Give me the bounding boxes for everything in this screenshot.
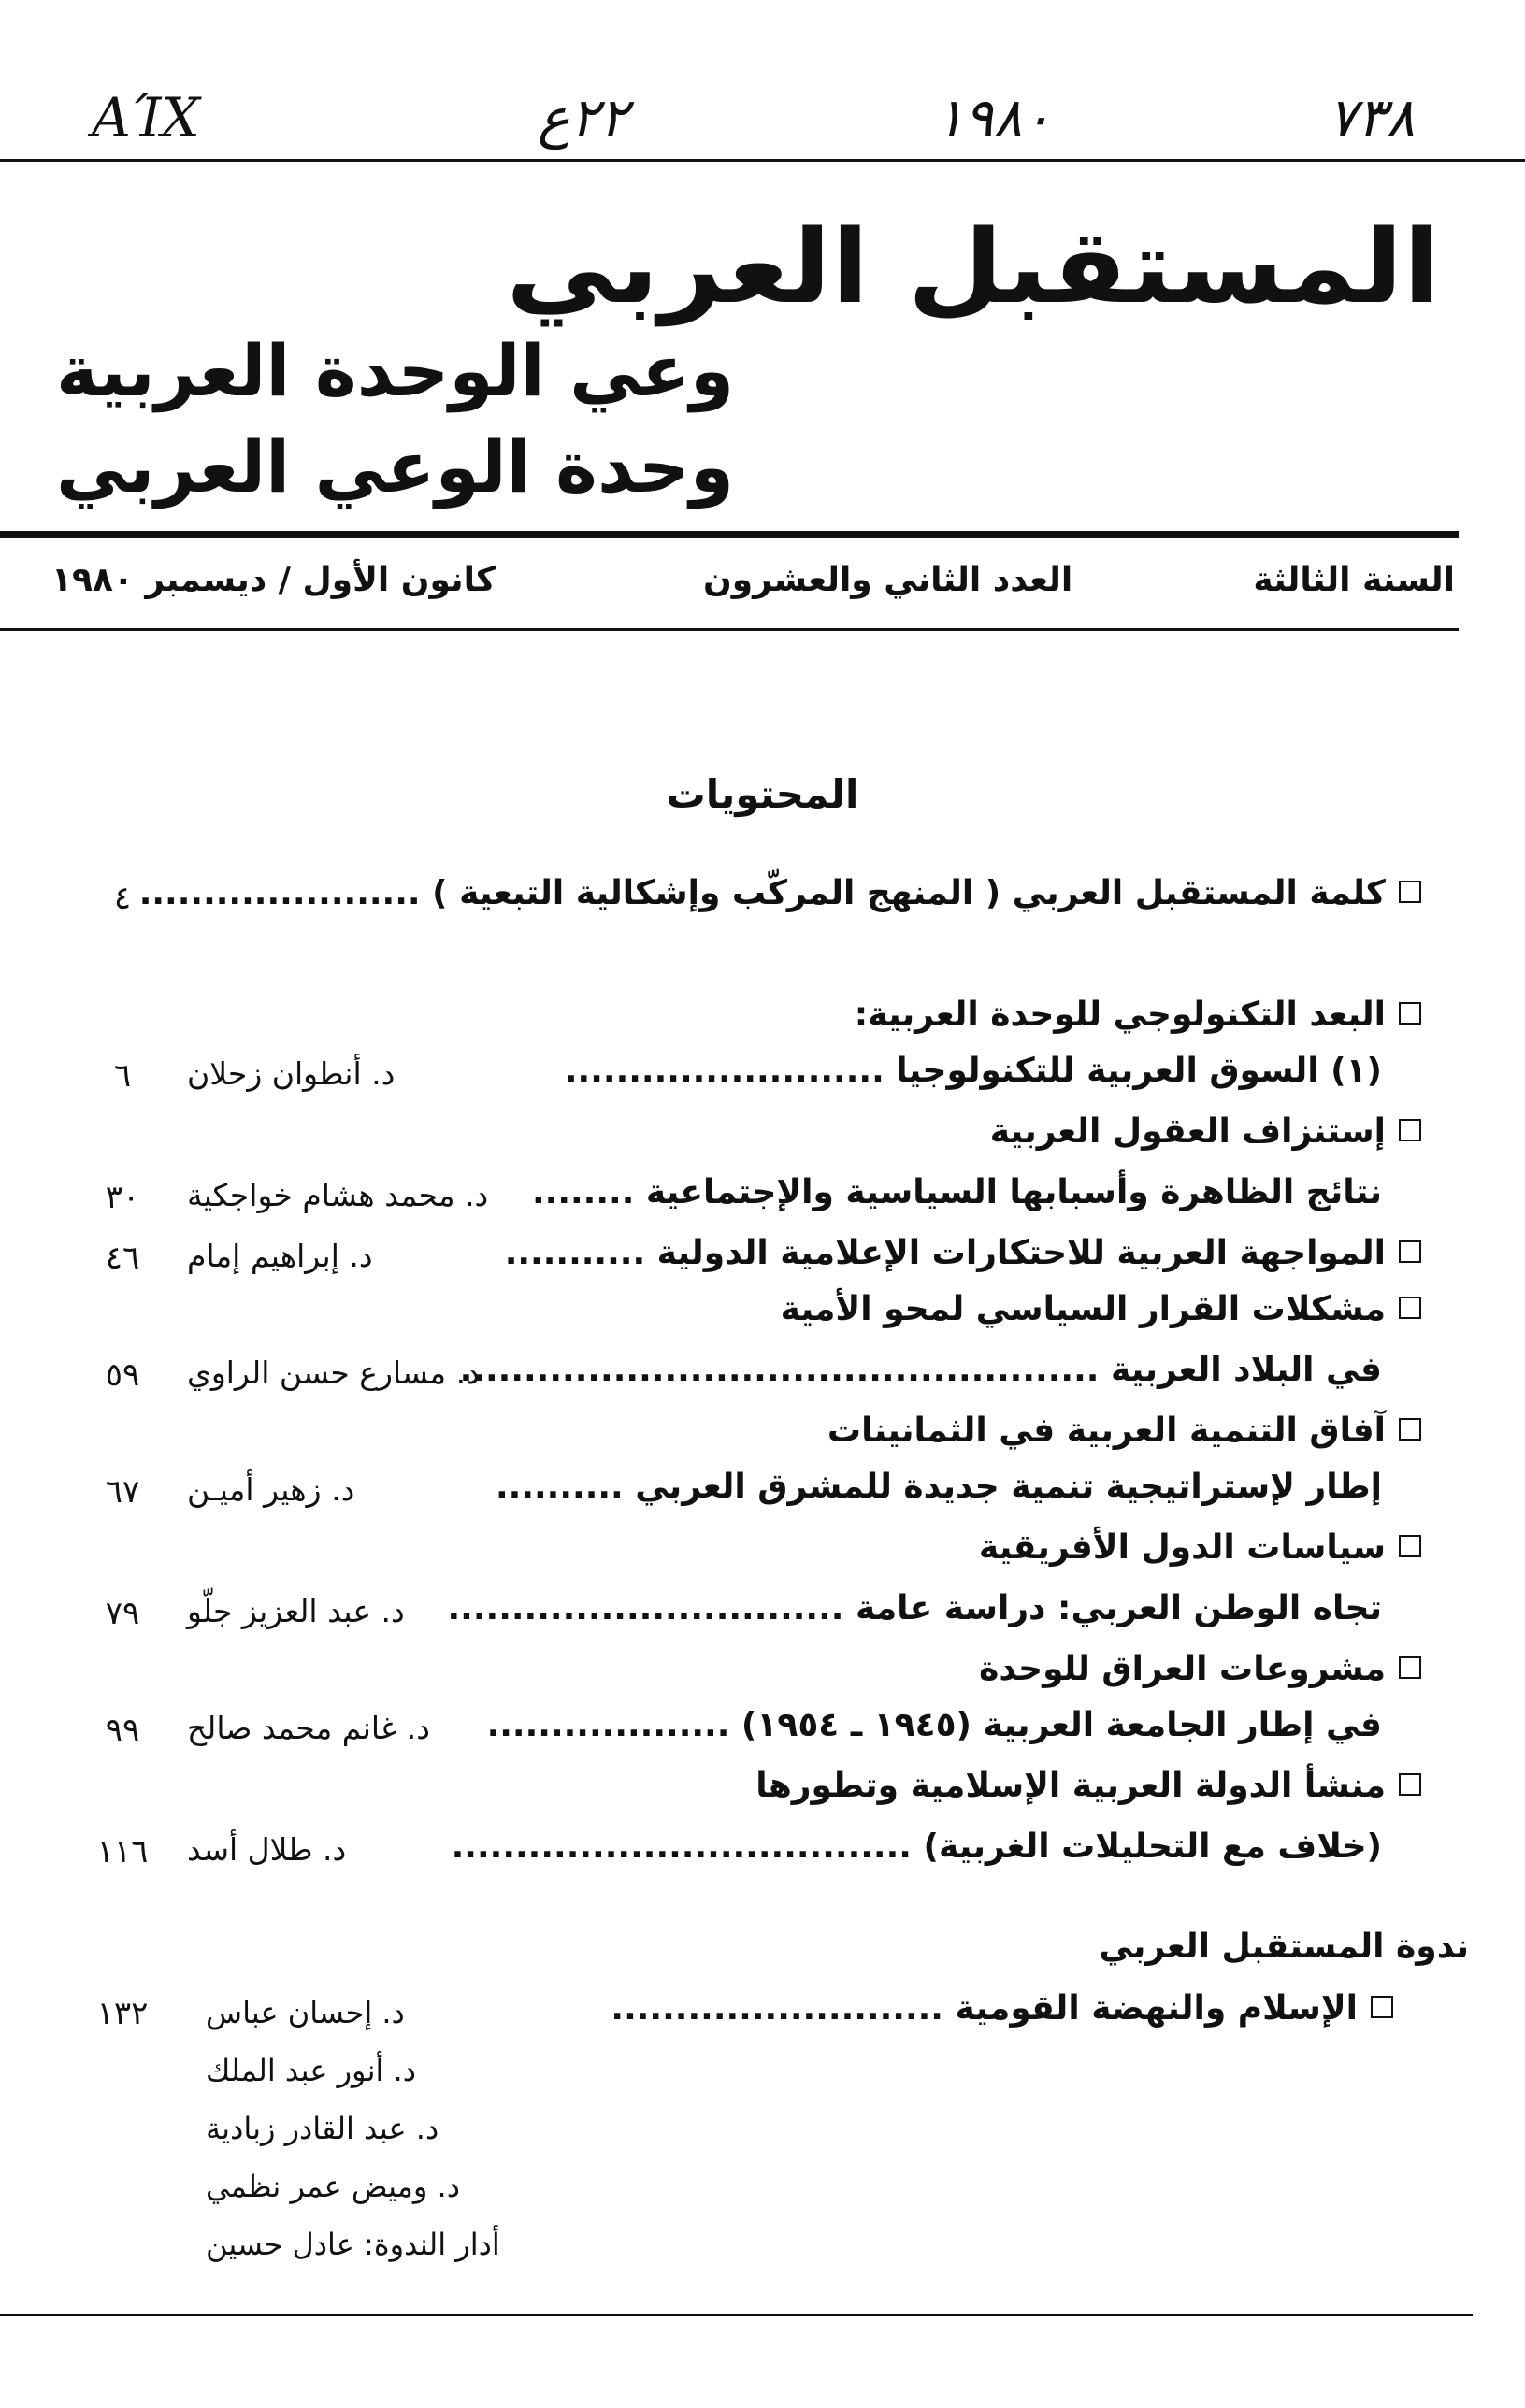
contents-entry-title: في البلاد العربية ..................................................	[459, 1351, 1382, 1389]
contents-entry-title: إطار لإستراتيجية تنمية جديدة للمشرق العربي ..........	[495, 1468, 1382, 1506]
checkbox-square-icon	[1399, 1297, 1421, 1319]
issue-rule	[0, 628, 1459, 631]
issue-number: العدد الثاني والعشرون	[703, 561, 1073, 599]
table-row	[187, 1828, 1421, 1880]
contents-entry-author: د. زهير أميـن	[187, 1471, 355, 1508]
checkbox-square-icon	[1399, 1240, 1421, 1263]
symposium-page: ١٣٢	[96, 1995, 149, 2032]
checkbox-square-icon	[1399, 1656, 1421, 1679]
contents-entry-page: ١١٦	[96, 1833, 149, 1870]
contents-entry-title: (خلاف مع التحليلات الغربية) ....................................	[451, 1828, 1382, 1866]
panelist-name: أدار الندوة: عادل حسين	[206, 2227, 500, 2262]
table-row	[187, 1112, 1421, 1165]
checkbox-square-icon	[1399, 1002, 1421, 1025]
contents-entry-author: د. محمد هشام خواجكية	[187, 1177, 489, 1213]
contents-entry-title: كلمة المستقبل العربي ( المنهج المركّب وإشكالية التبعية ) ......................	[139, 874, 1421, 912]
checkbox-square-icon	[1371, 1996, 1393, 2018]
table-row	[138, 874, 1421, 926]
table-row	[187, 1706, 1421, 1758]
cover-title-line1: وعي الوحدة العربية	[56, 329, 735, 412]
handwritten-mark-mid: ٢٢ع	[538, 86, 628, 150]
contents-entry-author: د. عبد العزيز جلّو	[187, 1593, 405, 1629]
issue-date: كانون الأول / ديسمبر ١٩٨٠	[51, 561, 496, 599]
contents-entry-title: (١) السوق العربية للتكنولوجيا .........................	[564, 1052, 1382, 1090]
checkbox-square-icon	[1399, 881, 1421, 903]
top-rule	[0, 159, 1525, 162]
panelist-name: د. وميض عمر نظمي	[206, 2169, 460, 2204]
contents-entry-author: د. أنطوان زحلان	[187, 1055, 396, 1092]
masthead-rule-thick	[0, 531, 1459, 538]
table-row	[187, 1052, 1421, 1104]
contents-entry-page: ٦	[113, 1057, 132, 1095]
panelist-name: د. إحسان عباس	[206, 1995, 405, 2030]
symposium-heading: ندوة المستقبل العربي	[1099, 1928, 1469, 1966]
contents-entry-title: البعد التكنولوجي للوحدة العربية:	[855, 996, 1421, 1034]
table-row	[187, 1767, 1421, 1819]
handwritten-mark-year: ١٩٨٠	[935, 86, 1052, 150]
symposium-title: الإسلام والنهضة القومية ..........................	[611, 1989, 1393, 2028]
contents-entry-title: مشكلات القرار السياسي لمحو الأمية	[781, 1290, 1421, 1328]
contents-entry-title: في إطار الجامعة العربية (١٩٤٥ ـ ١٩٥٤) ...................	[486, 1706, 1382, 1744]
contents-entry-title: سياسات الدول الأفريقية	[979, 1528, 1421, 1567]
contents-entry-page: ٩٩	[105, 1712, 140, 1749]
contents-entry-title: نتائج الظاهرة وأسبابها السياسية والإجتماعية ........	[531, 1173, 1382, 1211]
checkbox-square-icon	[1399, 1119, 1421, 1141]
handwritten-mark-left: ΑΊΧ	[92, 86, 200, 150]
table-row	[187, 996, 1421, 1048]
contents-entry-title: المواجهة العربية للاحتكارات الإعلامية الدولية ...........	[505, 1234, 1421, 1272]
table-row	[187, 1528, 1421, 1581]
contents-entry-page: ٥٩	[105, 1356, 140, 1394]
table-row	[187, 1412, 1421, 1464]
checkbox-square-icon	[1399, 1535, 1421, 1557]
table-row	[187, 1468, 1421, 1520]
contents-entry-page: ٤٦	[105, 1240, 140, 1277]
contents-entry-author: د. غانم محمد صالح	[187, 1710, 430, 1746]
contents-entry-page: ٤	[113, 880, 132, 917]
contents-heading: المحتويات	[666, 771, 859, 817]
cover-title-line2: وحدة الوعي العربي	[56, 425, 734, 509]
contents-entry-title: تجاه الوطن العربي: دراسة عامة ...............................	[447, 1589, 1382, 1627]
table-row	[187, 1351, 1421, 1403]
table-row	[187, 1650, 1421, 1702]
panelist-name: د. أنور عبد الملك	[206, 2053, 416, 2088]
table-row	[187, 1234, 1421, 1286]
bottom-rule	[0, 2314, 1473, 2316]
magazine-logo: المستقبل العربي	[505, 208, 1441, 326]
checkbox-square-icon	[1399, 1418, 1421, 1440]
contents-entry-title: آفاق التنمية العربية في الثمانينات	[827, 1412, 1421, 1450]
contents-entry-title: مشروعات العراق للوحدة	[979, 1650, 1421, 1688]
contents-entry-author: د. إبراهيم إمام	[187, 1238, 373, 1274]
contents-entry-title: منشأ الدولة العربية الإسلامية وتطورها	[755, 1767, 1421, 1805]
table-row	[187, 1173, 1421, 1226]
table-row	[187, 1589, 1421, 1641]
contents-entry-author: د. مسارع حسن الراوي	[187, 1354, 480, 1391]
handwritten-mark-right: ٧٣٨	[1328, 86, 1416, 150]
contents-entry-title: إستنزاف العقول العربية	[990, 1112, 1421, 1151]
contents-entry-page: ٦٧	[105, 1473, 140, 1511]
checkbox-square-icon	[1399, 1773, 1421, 1796]
panelist-name: د. عبد القادر زبادية	[206, 2111, 439, 2146]
issue-year: السنة الثالثة	[1253, 561, 1455, 599]
contents-entry-page: ٣٠	[105, 1179, 140, 1216]
contents-entry-page: ٧٩	[105, 1595, 140, 1632]
contents-entry-author: د. طلال أسد	[187, 1831, 347, 1868]
table-row	[187, 1290, 1421, 1342]
